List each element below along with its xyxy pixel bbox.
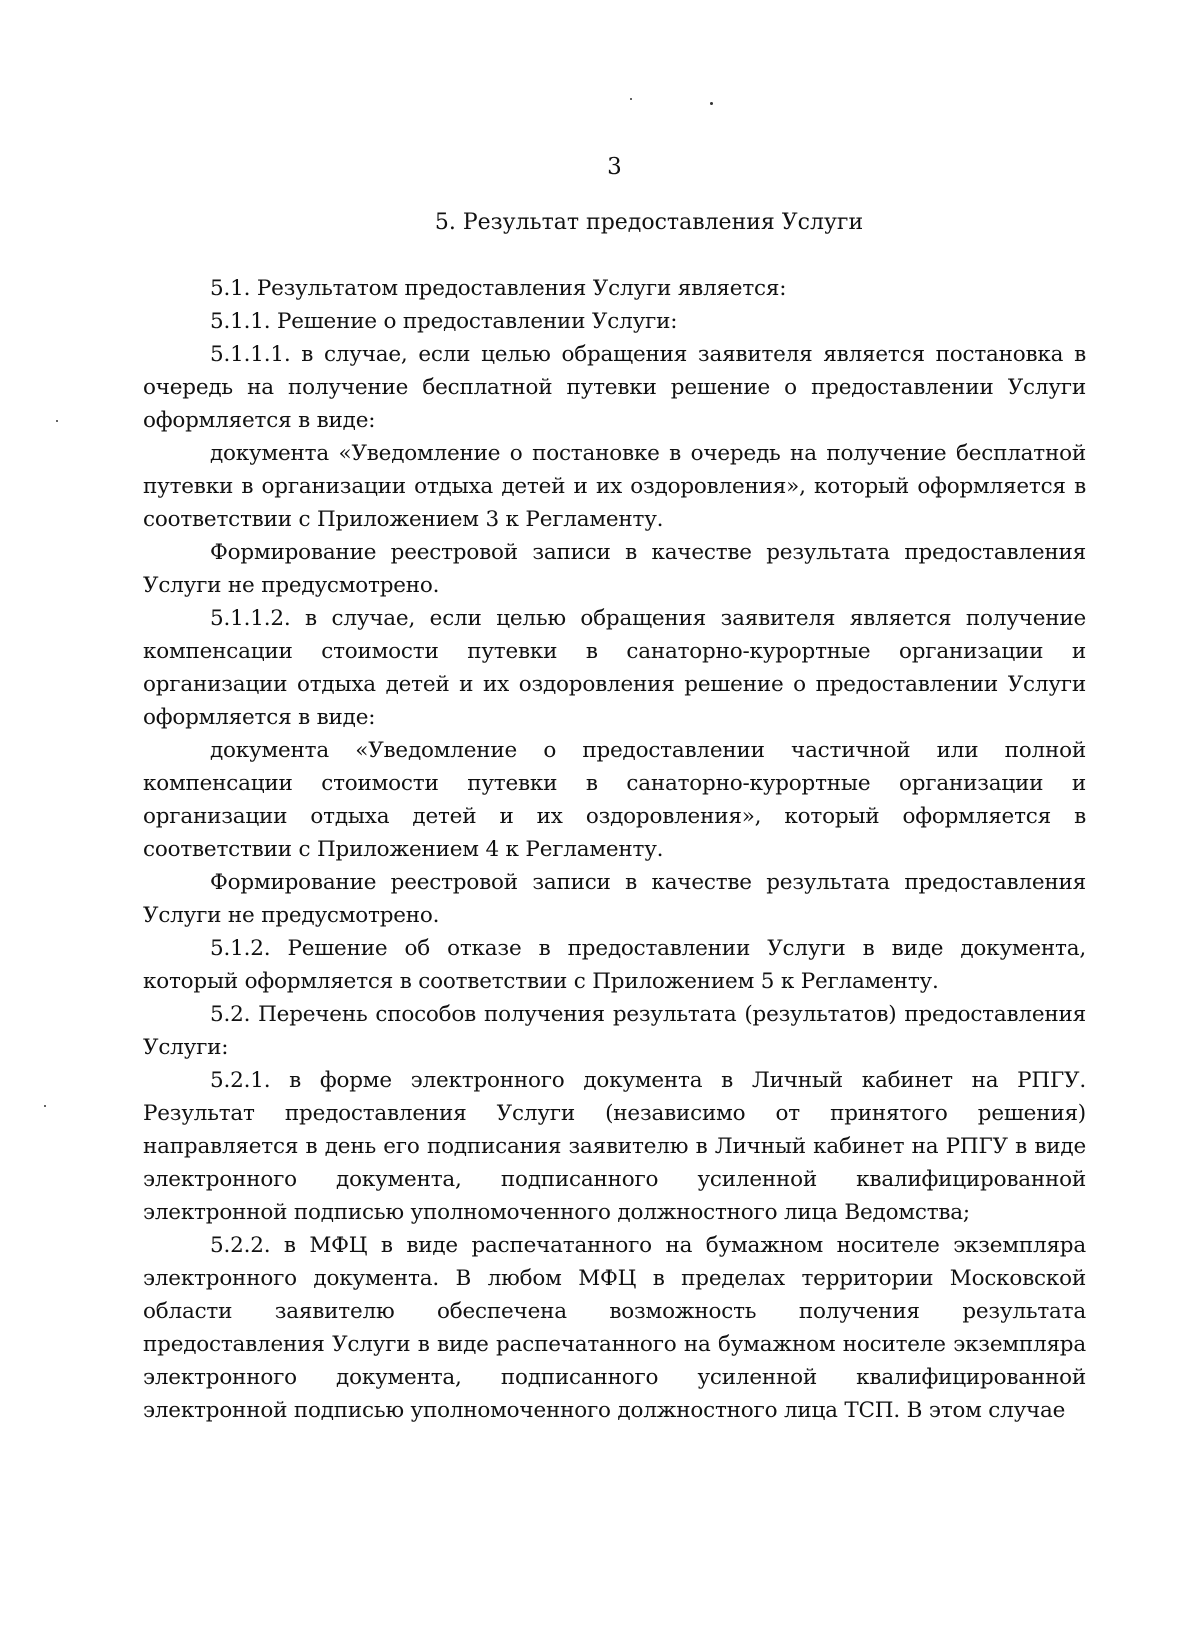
paragraph: 5.1.1.1. в случае, если целью обращения заявителя является постановка в очередь на получение бесплатной путевки решение о предоставлении Услуги оформляется в виде: xyxy=(143,342,1086,433)
paragraph: 5.1. Результатом предоставления Услуги является: xyxy=(210,276,787,301)
scan-speck xyxy=(44,1105,46,1107)
page-number: 3 xyxy=(607,154,622,180)
paragraph: документа «Уведомление о постановке в очередь на получение бесплатной путевки в организации отдыха детей и их оздоровления», который оформляется в соответствии с Приложением 3 к Регламенту. xyxy=(143,441,1086,532)
paragraph: 5.2.2. в МФЦ в виде распечатанного на бумажном носителе экземпляра электронного документа. В любом МФЦ в пределах территории Московской области заявителю обеспечена возможность получения результата предоставления Услуги в виде распечатанного на бумажном носителе экземпляра электронного документа, подписанного усиленной квалифицированной электронной подписью уполномоченного должностного лица ТСП. В этом случае xyxy=(143,1233,1086,1423)
section-title: 5. Результат предоставления Услуги xyxy=(434,210,864,235)
paragraph: документа «Уведомление о предоставлении частичной или полной компенсации стоимости путевки в санаторно-курортные организации и организации отдыха детей и их оздоровления», который оформляется в соответствии с Приложением 4 к Регламенту. xyxy=(143,738,1086,862)
document-body xyxy=(143,272,1086,1427)
paragraph: Формирование реестровой записи в качестве результата предоставления Услуги не предусмотрено. xyxy=(143,870,1086,928)
paragraph: 5.2.1. в форме электронного документа в Личный кабинет на РПГУ. Результат предоставления Услуги (независимо от принятого решения) направляется в день его подписания заявителю в Личный кабинет на РПГУ в виде электронного документа, подписанного усиленной квалифицированной электронной подписью уполномоченного должностного лица Ведомства; xyxy=(143,1068,1086,1225)
paragraph: Формирование реестровой записи в качестве результата предоставления Услуги не предусмотрено. xyxy=(143,540,1086,598)
paragraph: 5.1.1.2. в случае, если целью обращения заявителя является получение компенсации стоимости путевки в санаторно-курортные организации и организации отдыха детей и их оздоровления решение о предоставлении Услуги оформляется в виде: xyxy=(143,606,1086,730)
paragraph: 5.1.2. Решение об отказе в предоставлении Услуги в виде документа, который оформляется в соответствии с Приложением 5 к Регламенту. xyxy=(143,936,1086,994)
scan-speck xyxy=(710,102,713,105)
scan-speck xyxy=(630,98,632,100)
scan-speck xyxy=(56,420,58,422)
paragraph: 5.2. Перечень способов получения результата (результатов) предоставления Услуги: xyxy=(143,1002,1086,1060)
paragraph: 5.1.1. Решение о предоставлении Услуги: xyxy=(210,309,678,334)
